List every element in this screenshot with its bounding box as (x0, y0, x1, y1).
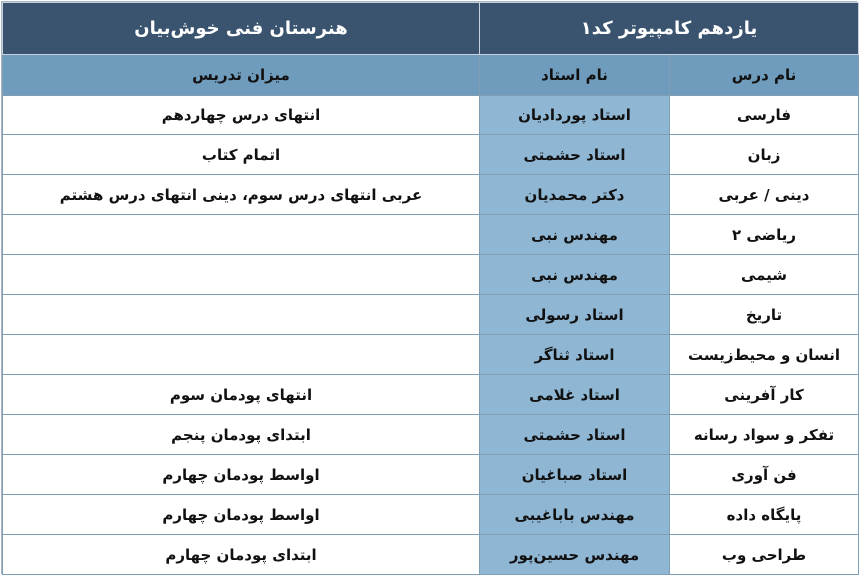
subject-cell: کار آفرینی (670, 375, 859, 415)
progress-cell: انتهای پودمان سوم (3, 375, 480, 415)
progress-cell (3, 335, 480, 375)
table-row (3, 335, 859, 375)
teacher-cell: استاد صباغیان (480, 455, 670, 495)
table-row (3, 95, 859, 135)
subject-cell: ریاضی ۲ (670, 215, 859, 255)
header-teacher: نام استاد (480, 54, 670, 95)
teacher-cell: استاد رسولی (480, 295, 670, 335)
progress-cell: عربی انتهای درس سوم، دینی انتهای درس هشتم (3, 175, 480, 215)
schedule-sheet (1, 1, 857, 574)
subject-cell: طراحی وب (670, 535, 859, 575)
subject-cell: انسان و محیط‌زیست (670, 335, 859, 375)
progress-cell (3, 215, 480, 255)
table-row (3, 415, 859, 455)
table-row (3, 375, 859, 415)
table-body (3, 95, 859, 574)
teacher-cell: استاد پوردادیان (480, 95, 670, 135)
teacher-cell: استاد حشمتی (480, 135, 670, 175)
subject-cell: فن آوری (670, 455, 859, 495)
teacher-cell: استاد غلامی (480, 375, 670, 415)
teacher-cell: مهندس حسین‌پور (480, 535, 670, 575)
subject-cell: دینی / عربی (670, 175, 859, 215)
table-row (3, 135, 859, 175)
table-row (3, 535, 859, 575)
header-row (3, 54, 859, 95)
header-subject: نام درس (670, 54, 859, 95)
table-row (3, 175, 859, 215)
header-progress: میزان تدریس (3, 54, 480, 95)
title-row (3, 3, 859, 55)
subject-cell: پایگاه داده (670, 495, 859, 535)
school-title: هنرستان فنی خوش‌بیان (3, 3, 480, 55)
teacher-cell: مهندس باباغیبی (480, 495, 670, 535)
subject-cell: فارسی (670, 95, 859, 135)
progress-cell: ابتدای پودمان چهارم (3, 535, 480, 575)
progress-cell: اواسط پودمان چهارم (3, 495, 480, 535)
progress-cell (3, 295, 480, 335)
class-title: یازدهم کامپیوتر کد۱ (480, 3, 859, 55)
teacher-cell: مهندس نبی (480, 215, 670, 255)
subject-cell: تاریخ (670, 295, 859, 335)
progress-table (2, 2, 859, 575)
progress-cell: ابتدای پودمان پنجم (3, 415, 480, 455)
teacher-cell: مهندس نبی (480, 255, 670, 295)
progress-cell (3, 255, 480, 295)
table-row (3, 215, 859, 255)
progress-cell: انتهای درس چهاردهم (3, 95, 480, 135)
teacher-cell: استاد ثناگر (480, 335, 670, 375)
progress-cell: اتمام کتاب (3, 135, 480, 175)
subject-cell: زبان (670, 135, 859, 175)
subject-cell: شیمی (670, 255, 859, 295)
table-row (3, 455, 859, 495)
subject-cell: تفکر و سواد رسانه (670, 415, 859, 455)
table-row (3, 295, 859, 335)
table-row (3, 255, 859, 295)
table-row (3, 495, 859, 535)
teacher-cell: استاد حشمتی (480, 415, 670, 455)
progress-cell: اواسط پودمان چهارم (3, 455, 480, 495)
teacher-cell: دکتر محمدیان (480, 175, 670, 215)
